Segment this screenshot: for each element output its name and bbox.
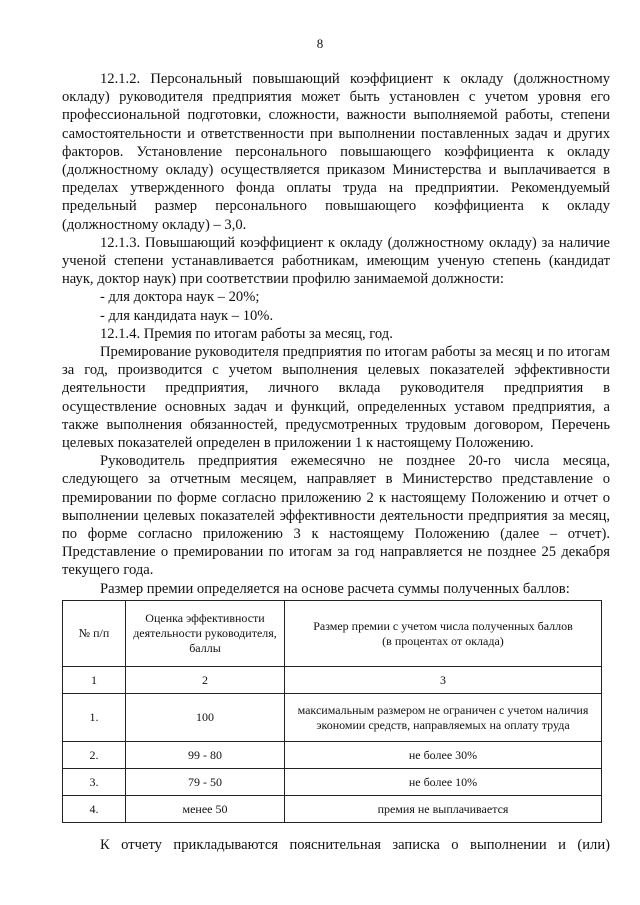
row-score: менее 50: [126, 796, 285, 823]
table-header-row: [63, 601, 602, 667]
paragraph-reporting: Руководитель предприятия ежемесячно не позднее 20-го числа месяца, следующего за отчетным месяцем, направляет в Министерство представление о премировании по форме согласно приложению 2 к настоящему Положению и отчет о выполнении целевых показателей эффективности деятельности предприятия за месяц, по форме согласно приложению 3 к настоящему Положению (далее – отчет). Представление о премировании по итогам за год направляется не позднее 25 декабря текущего года.: [62, 453, 610, 579]
paragraph-bonus-size: Размер премии определяется на основе расчета суммы полученных баллов:: [100, 580, 570, 597]
row-score: 79 - 50: [126, 769, 285, 796]
numbering-cell: 3: [285, 667, 602, 694]
table-row: [63, 796, 602, 823]
paragraph-bonus-terms: Премирование руководителя предприятия по итогам работы за месяц и по итогам за год, производится с учетом выполнения целевых показателей эффективности деятельности предприятия, личного вклада руководителя предприятия в осуществление основных задач и функций, определенных уставом предприятия, а также выполнения обязанностей, предусмотренных трудовым договором, Перечень целевых показателей определен в приложении 1 к настоящему Положению.: [62, 344, 610, 452]
row-bonus: не более 30%: [285, 742, 602, 769]
row-score: 99 - 80: [126, 742, 285, 769]
row-bonus: максимальным размером не ограничен с учетом наличия экономии средств, направляемых на оплату труда: [285, 694, 602, 742]
numbering-cell: 2: [126, 667, 285, 694]
numbering-cell: 1: [63, 667, 126, 694]
table-row: [63, 769, 602, 796]
row-number: 3.: [63, 769, 126, 796]
paragraph-12-1-3: 12.1.3. Повышающий коэффициент к окладу (должностному окладу) за наличие ученой степени устанавливается работникам, имеющим ученую степень (кандидат наук, доктор наук) при соответствии профилю занимаемой должности:: [62, 234, 610, 288]
header-bonus: [285, 601, 602, 667]
bonus-table: [62, 600, 602, 823]
row-bonus: не более 10%: [285, 769, 602, 796]
header-bonus-line1: Размер премии с учетом числа полученных баллов: [313, 618, 573, 633]
row-score: 100: [126, 694, 285, 742]
row-number: 4.: [63, 796, 126, 823]
body-text: [62, 70, 610, 598]
list-item-doctor: - для доктора наук – 20%;: [100, 289, 260, 306]
table-row: [63, 694, 602, 742]
page-number: 8: [316, 36, 324, 51]
header-bonus-line2: (в процентах от оклада): [382, 633, 504, 648]
row-bonus: премия не выплачивается: [285, 796, 602, 823]
table-row: [63, 742, 602, 769]
header-number: № п/п: [63, 601, 126, 667]
paragraph-attachment: К отчету прикладываются пояснительная записка о выполнении и (или): [100, 837, 610, 853]
table-numbering-row: [63, 667, 602, 694]
row-number: 2.: [63, 742, 126, 769]
paragraph-12-1-2: 12.1.2. Персональный повышающий коэффициент к окладу (должностному окладу) руководителя предприятия может быть установлен с учетом уровня его профессиональной подготовки, сложности, важности выполняемой работы, степени самостоятельности и ответственности при выполнении поставленных задач и других факторов. Установление персонального повышающего коэффициента к окладу (должностному окладу) осуществляется приказом Министерства и выплачивается в пределах утвержденного фонда оплаты труда на предприятии. Рекомендуемый предельный размер персонального повышающего коэффициента к окладу (должностному окладу) – 3,0.: [62, 71, 610, 233]
row-number: 1.: [63, 694, 126, 742]
paragraph-12-1-4: 12.1.4. Премия по итогам работы за месяц, год.: [100, 325, 393, 342]
list-item-candidate: - для кандидата наук – 10%.: [100, 307, 274, 324]
header-score: Оценка эффективности деятельности руководителя, баллы: [126, 601, 285, 667]
